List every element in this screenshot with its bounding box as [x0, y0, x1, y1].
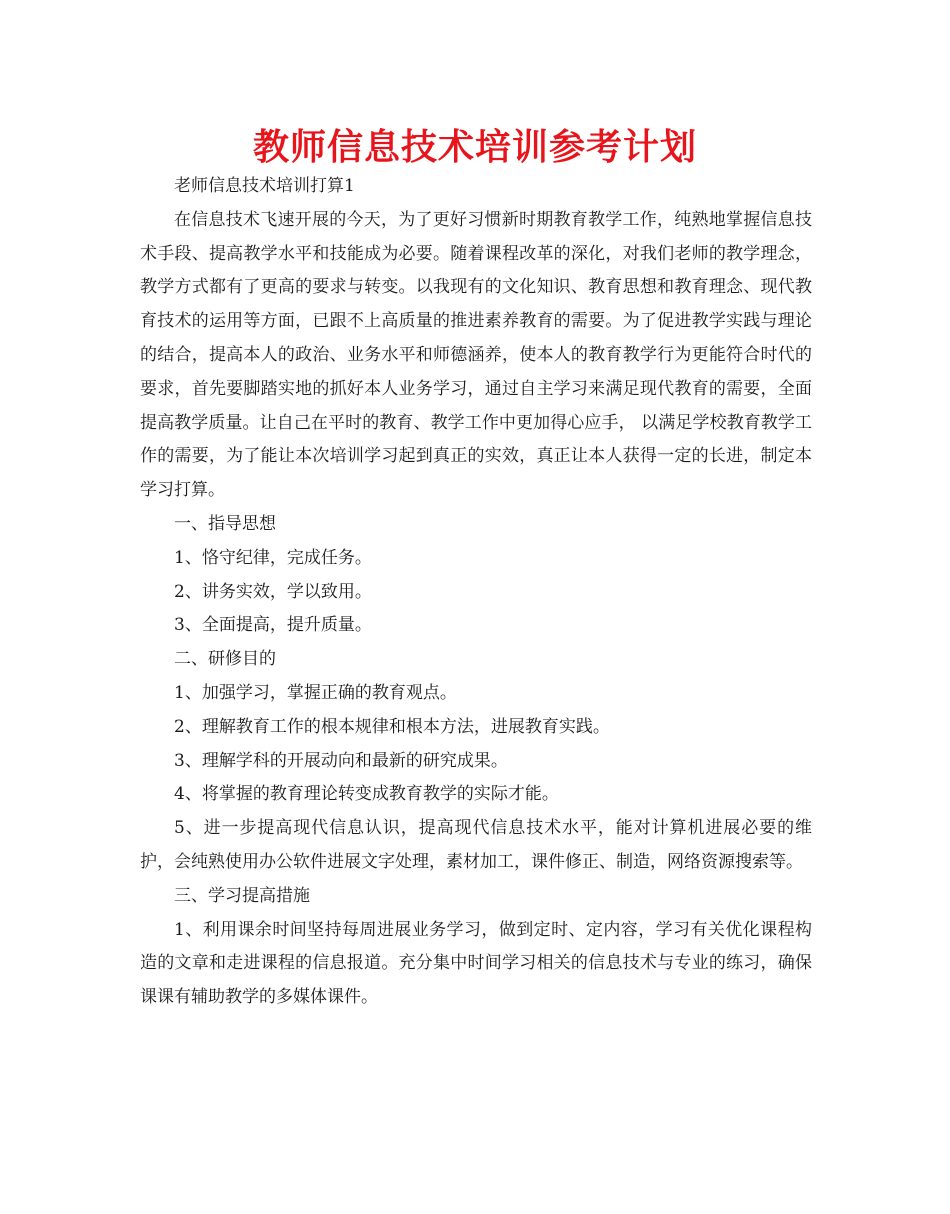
list-item: 2、讲务实效，学以致用。 — [174, 581, 372, 602]
document-title: 教师信息技术培训参考计划 — [252, 127, 697, 168]
list-item: 2、理解教育工作的根本规律和根本方法，进展教育实践。 — [174, 716, 610, 737]
list-item: 3、全面提高，提升质量。 — [174, 615, 372, 636]
list-item: 1、利用课余时间坚持每周进展业务学习，做到定时、定内容，学习有关优化课程构造的文章和走进课程的信息报道。充分集中时间学习相关的信息技术与专业的练习，确保课课有辅助教学的多媒体课件。 — [140, 919, 812, 1008]
intro-paragraph: 在信息技术飞速开展的今天，为了更好习惯新时期教育教学工作，纯熟地掌握信息技术手段、提高教学水平和技能成为必要。随着课程改革的深化，对我们老师的教学理念，教学方式都有了更高的要求与转变。以我现有的文化知识、教育思想和教育理念、现代教育技术的运用等方面，已跟不上高质量的推进素养教育的需要。为了促进教学实践与理论的结合，提高本人的政治、业务水平和师德涵养，使本人的教育教学行为更能符合时代的要求，首先要脚踏实地的抓好本人业务学习，通过自主学习来满足现代教育的需要，全面提高教学质量。让自己在平时的教育、教学工作中更加得心应手， 以满足学校教育教学工作的需要，为了能让本次培训学习起到真正的实效，真正让本人获得一定的长进，制定本学习打算。 — [140, 209, 812, 501]
list-item: 5、进一步提高现代信息认识，提高现代信息技术水平，能对计算机进展必要的维护，会纯熟使用办公软件进展文字处理，素材加工，课件修正、制造，网络资源搜索等。 — [140, 818, 812, 872]
section-heading: 一、指导思想 — [174, 513, 276, 534]
list-item: 1、恪守纪律，完成任务。 — [174, 547, 372, 568]
section-heading: 三、学习提高措施 — [174, 885, 310, 906]
list-item: 3、理解学科的开展动向和最新的研究成果。 — [174, 750, 508, 771]
list-item: 4、将掌握的教育理论转变成教育教学的实际才能。 — [174, 784, 559, 805]
section-heading: 二、研修目的 — [174, 649, 276, 670]
subtitle-paragraph: 老师信息技术培训打算1 — [174, 176, 355, 196]
document-body — [140, 170, 812, 1015]
list-item: 1、加强学习，掌握正确的教育观点。 — [174, 682, 457, 703]
